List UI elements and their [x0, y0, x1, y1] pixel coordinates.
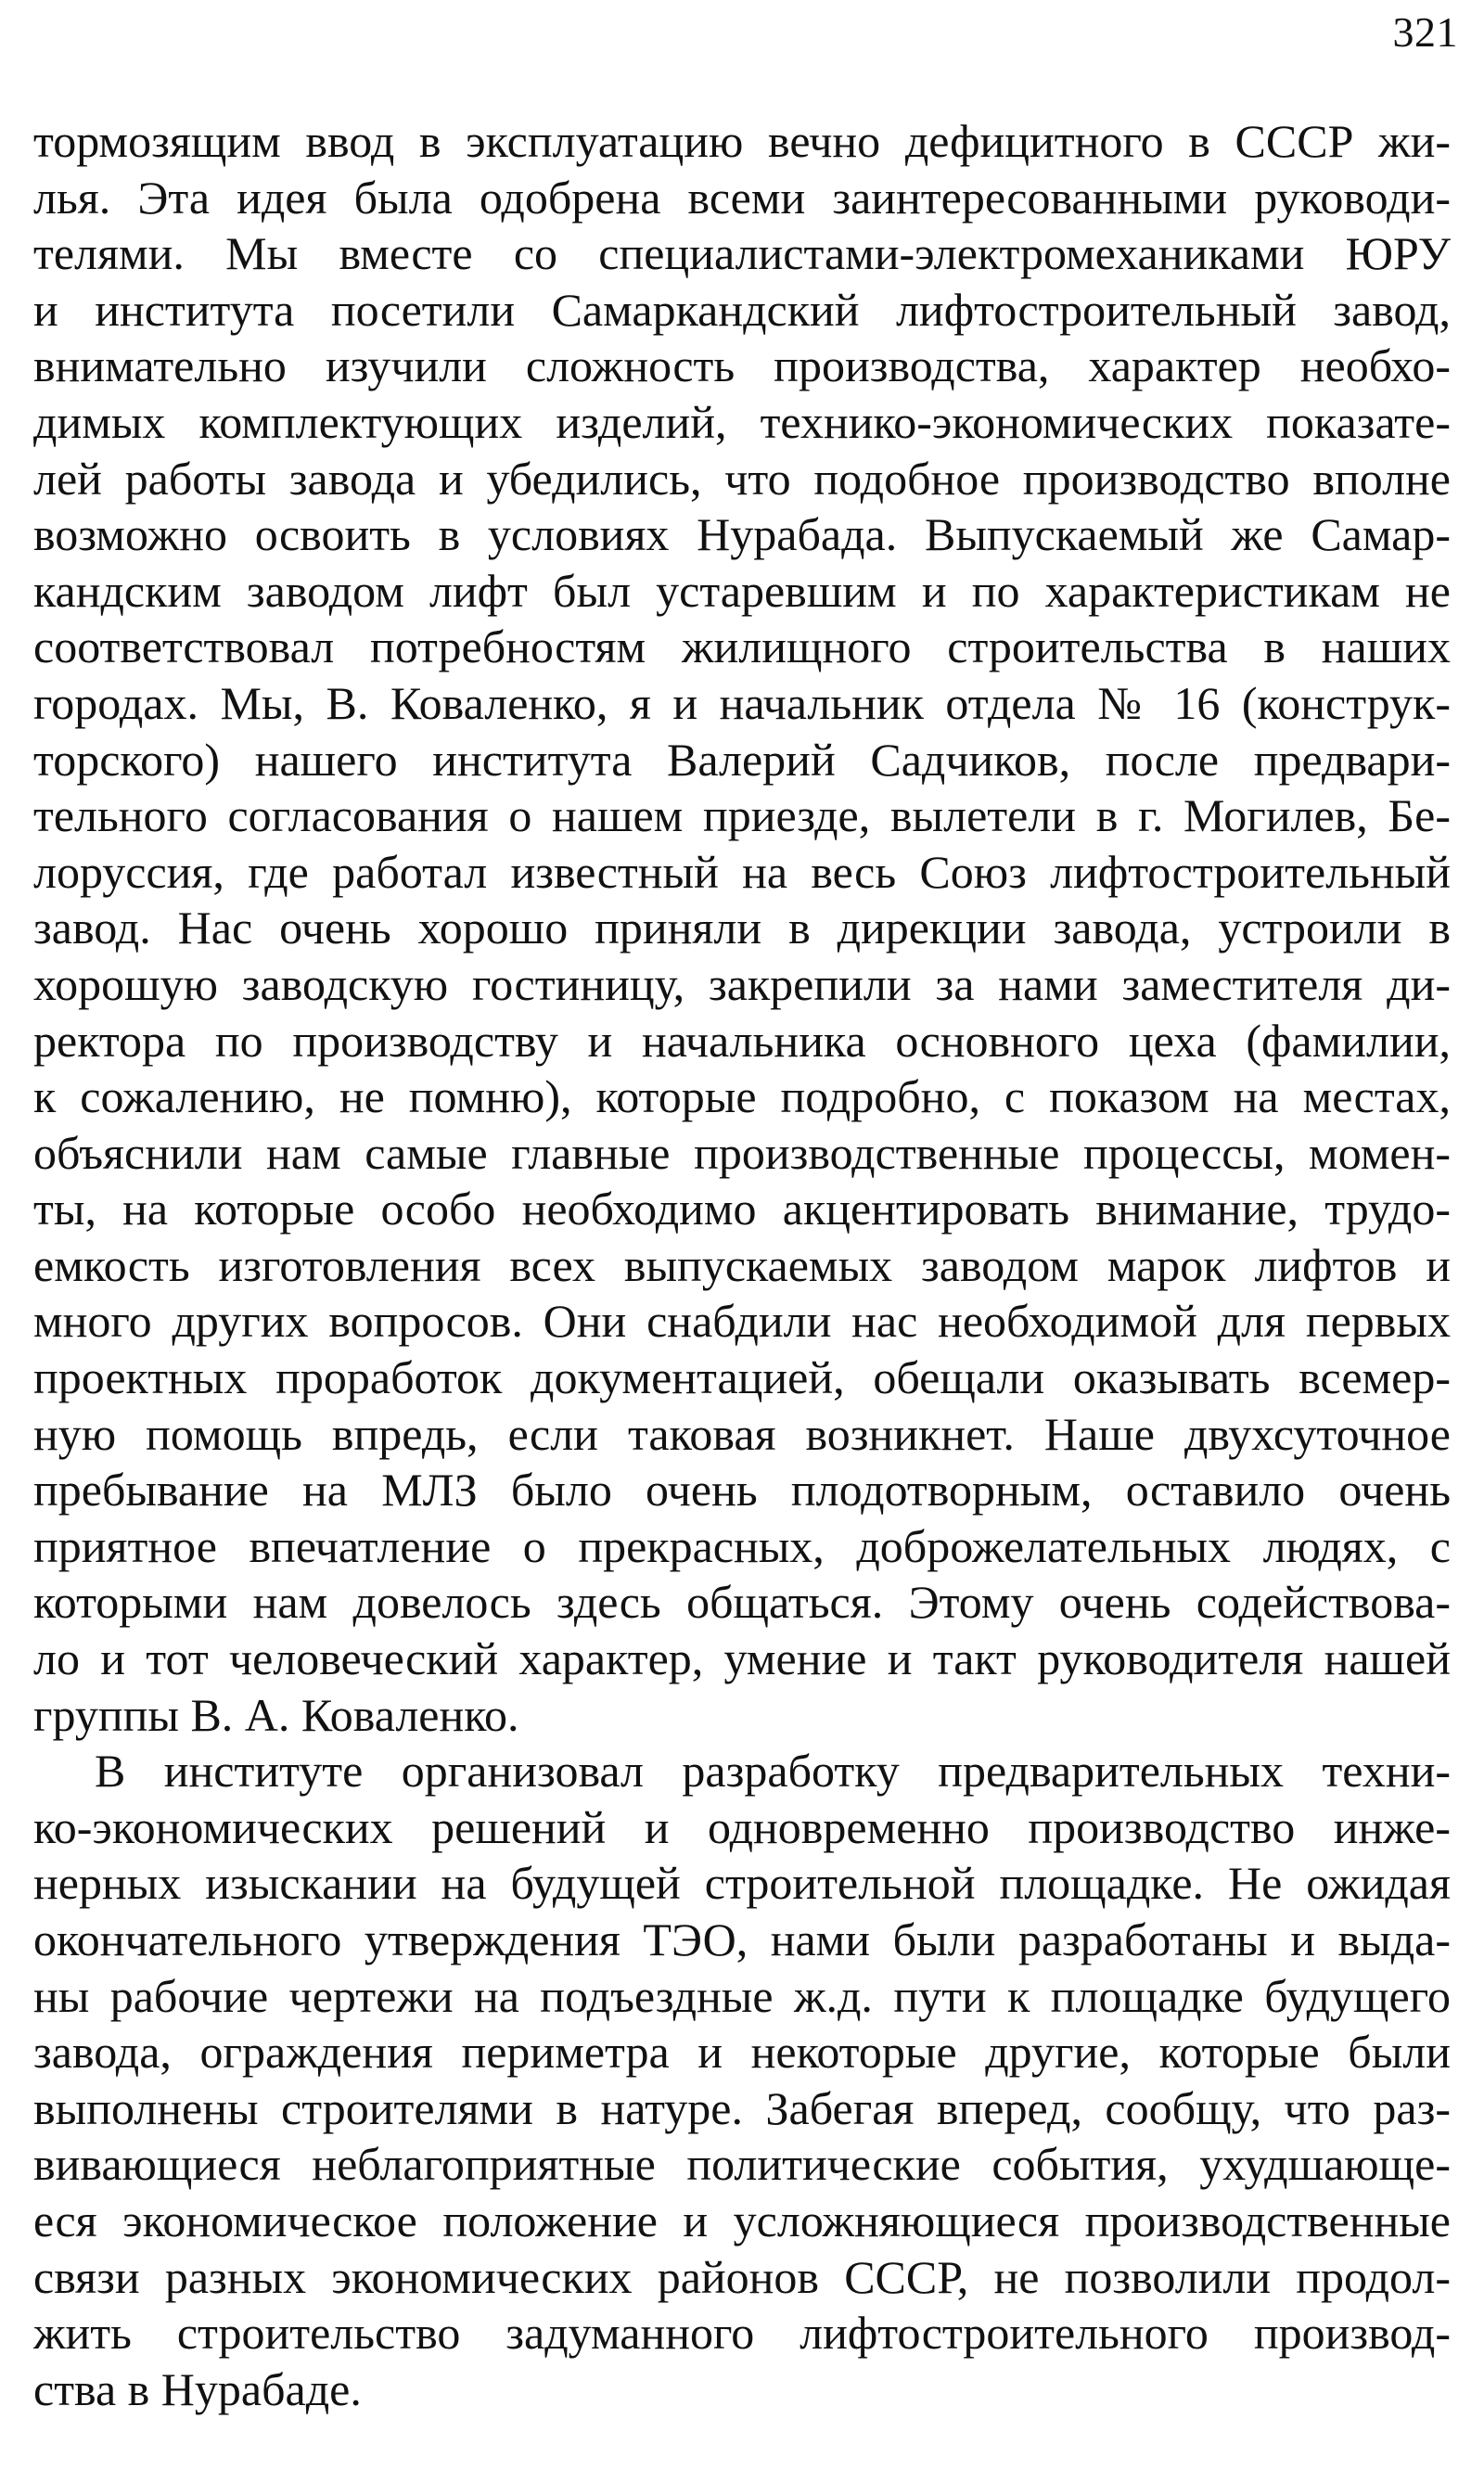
- text-line: ты, на которые особо необходимо акцентировать внимание, трудо-: [33, 1183, 1451, 1235]
- text-line: кандским заводом лифт был устаревшим и по характеристикам не: [33, 564, 1451, 617]
- text-line: внимательно изучили сложность производства, характер необхо-: [33, 339, 1451, 392]
- text-line: ную помощь впредь, если таковая возникнет. Наше двухсуточное: [33, 1407, 1451, 1460]
- text-line: группы В. А. Коваленко.: [33, 1688, 519, 1741]
- text-line: которыми нам довелось здесь общаться. Этому очень содействова-: [33, 1576, 1451, 1629]
- text-line: тельного согласования о нашем приезде, вылетели в г. Могилев, Бе-: [33, 789, 1451, 842]
- text-line: городах. Мы, В. Коваленко, я и начальник отдела № 16 (конструк-: [33, 676, 1451, 729]
- text-line: лья. Эта идея была одобрена всеми заинтересованными руководи-: [33, 171, 1451, 224]
- text-line: и института посетили Самаркандский лифтостроительный завод,: [33, 283, 1451, 336]
- text-line: еся экономическое положение и усложняющиеся производственные: [33, 2194, 1451, 2246]
- text-line: димых комплектующих изделий, технико-экономических показате-: [33, 395, 1451, 448]
- text-line: ло и тот человеческий характер, умение и такт руководителя нашей: [33, 1632, 1451, 1685]
- text-line: ректора по производству и начальника основного цеха (фамилии,: [33, 1014, 1451, 1067]
- text-line: ны рабочие чертежи на подъездные ж.д. пути к площадке будущего: [33, 1969, 1451, 2022]
- text-line: много других вопросов. Они снабдили нас необходимой для первых: [33, 1295, 1451, 1348]
- text-line: соответствовал потребностям жилищного строительства в наших: [33, 621, 1451, 673]
- text-line: хорошую заводскую гостиницу, закрепили за нами заместителя ди-: [33, 957, 1451, 1010]
- text-line: лей работы завода и убедились, что подобное производство вполне: [33, 452, 1451, 505]
- text-line: к сожалению, не помню), которые подробно, с показом на местах,: [33, 1070, 1451, 1123]
- text-line: тормозящим ввод в эксплуатацию вечно дефицитного в СССР жи-: [33, 115, 1451, 167]
- text-line: ко-экономических решений и одновременно производство инже-: [33, 1800, 1451, 1853]
- text-line: емкость изготовления всех выпускаемых заводом марок лифтов и: [33, 1238, 1451, 1291]
- text-line: окончательного утверждения ТЭО, нами были разработаны и выда-: [33, 1913, 1451, 1965]
- text-line: ства в Нурабаде.: [33, 2362, 362, 2415]
- text-line: вивающиеся неблагоприятные политические события, ухудшающе-: [33, 2138, 1451, 2191]
- text-line: возможно освоить в условиях Нурабада. Выпускаемый же Самар-: [33, 508, 1451, 561]
- text-line: нерных изыскании на будущей строительной площадке. Не ожидая: [33, 1857, 1451, 1910]
- text-line: жить строительство задуманного лифтостроительного производ-: [33, 2307, 1451, 2360]
- body-text: [33, 113, 1451, 2417]
- text-line: проектных проработок документацией, обещали оказывать всемер-: [33, 1351, 1451, 1404]
- text-line: завода, ограждения периметра и некоторые другие, которые были: [33, 2026, 1451, 2079]
- text-line: пребывание на МЛЗ было очень плодотворным, оставило очень: [33, 1464, 1451, 1517]
- text-line: выполнены строителями в натуре. Забегая вперед, сообщу, что раз-: [33, 2081, 1451, 2134]
- text-line: завод. Нас очень хорошо приняли в дирекции завода, устроили в: [33, 902, 1451, 954]
- text-line: связи разных экономических районов СССР, не позволили продол-: [33, 2250, 1451, 2303]
- text-line: торского) нашего института Валерий Садчиков, после предвари-: [33, 733, 1451, 786]
- text-line: объяснили нам самые главные производственные процессы, момен-: [33, 1126, 1451, 1179]
- text-line: лоруссия, где работал известный на весь Союз лифтостроительный: [33, 845, 1451, 898]
- page-number: 321: [1392, 8, 1458, 56]
- text-line: телями. Мы вместе со специалистами-электромеханиками ЮРУ: [33, 227, 1451, 280]
- text-line: приятное впечатление о прекрасных, доброжелательных людях, с: [33, 1519, 1451, 1572]
- text-line: В институте организовал разработку предварительных техни-: [95, 1745, 1451, 1798]
